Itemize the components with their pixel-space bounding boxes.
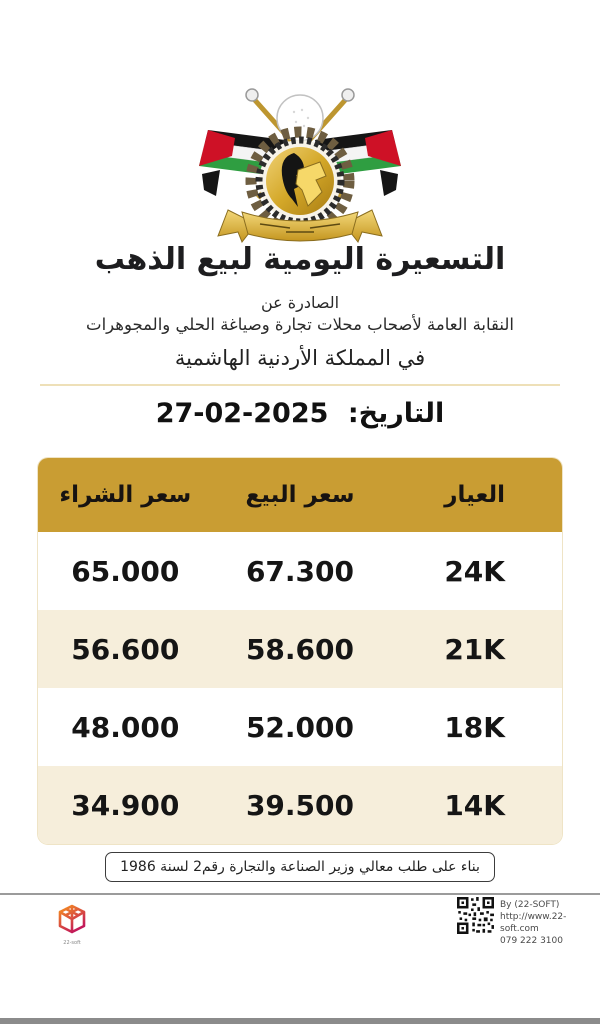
kingdom-line: في المملكة الأردنية الهاشمية [174, 346, 426, 370]
date-label: التاريخ: [347, 398, 445, 429]
syndicate-name-line: النقابة العامة لأصحاب محلات تجارة وصياغة الحلي والمجوهرات [86, 315, 514, 334]
syndicate-emblem [190, 78, 410, 248]
table-row [38, 610, 562, 688]
sell-price-value: 52.000 [245, 710, 355, 744]
karat-value: 18K [444, 710, 505, 744]
credit-by: By (22-SOFT) [500, 900, 560, 910]
credit-url: http://www.22-soft.com [500, 912, 567, 934]
credit-phone: 079 222 3100 [500, 936, 563, 946]
karat-value: 24K [444, 554, 505, 588]
separator-line [40, 384, 560, 386]
gold-syndicate-emblem-icon [190, 78, 410, 248]
buy-price-value: 34.900 [71, 788, 180, 822]
legal-note-wrap [0, 852, 600, 882]
buy-price-value: 65.000 [71, 554, 180, 588]
cube-logo-icon [57, 903, 87, 935]
header-buy-price: سعر الشراء [59, 482, 192, 508]
karat-value: 21K [444, 632, 505, 666]
sell-price-value: 67.300 [245, 554, 355, 588]
sell-price-value: 39.500 [245, 788, 355, 822]
buy-price-value: 48.000 [71, 710, 180, 744]
maker-logo-label: 22-soft [63, 940, 81, 946]
table-row [38, 532, 562, 610]
footer-divider [0, 893, 600, 895]
qr-code [457, 897, 494, 934]
issued-by-line: الصادرة عن [260, 293, 340, 312]
date-line [0, 398, 600, 429]
table-row [38, 688, 562, 766]
table-row [38, 766, 562, 844]
header-karat: العيار [444, 482, 506, 508]
header-sell-price: سعر البيع [245, 482, 355, 508]
karat-value: 14K [444, 788, 505, 822]
buy-price-value: 56.600 [71, 632, 180, 666]
qr-code-icon [457, 897, 494, 934]
sell-price-value: 58.600 [245, 632, 355, 666]
table-header-row [38, 458, 562, 532]
gold-price-table [38, 458, 562, 844]
page-title: التسعيرة اليومية لبيع الذهب [94, 242, 506, 277]
bottom-bar [0, 1018, 600, 1024]
credit-block [500, 899, 600, 947]
legal-note: بناء على طلب معالي وزير الصناعة والتجارة رقم2 لسنة 1986 [105, 852, 495, 882]
maker-logo [50, 903, 94, 946]
date-value: 27-02-2025 [155, 398, 329, 429]
